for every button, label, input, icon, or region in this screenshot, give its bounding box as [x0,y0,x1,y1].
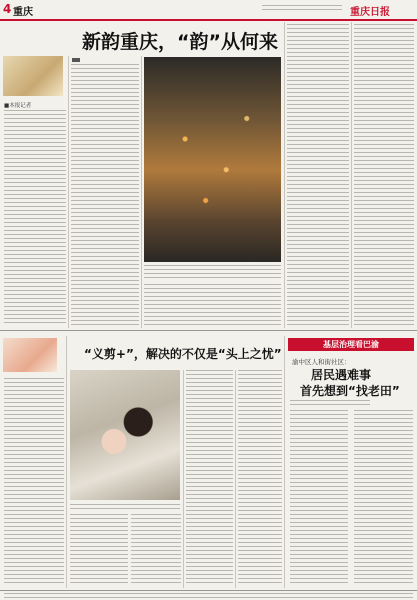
story-divider [0,330,417,331]
story2-photo-caption [70,504,180,510]
header-rule [0,19,417,21]
sidebar-text-col2 [354,410,413,586]
sidebar-kicker: 渝中区人和街社区： [292,358,351,366]
article-text-col5 [354,24,414,326]
column-emblem-2 [3,338,57,372]
story2-text-col1 [4,378,64,586]
photo-caption [144,265,281,279]
byline: ■本报记者 [4,103,32,109]
article-text-col3 [144,284,281,326]
second-story-headline: “义剪+”，解决的不仅是“头上之忧” [84,347,282,361]
story2-text-col2 [70,514,128,586]
column-emblem [3,56,63,96]
masthead-logo: 重庆日报 [350,7,390,18]
article-text-col1 [4,110,66,325]
lead-photo [144,57,281,262]
story2-photo [70,370,180,500]
sidebar-tag: 基层治理看巴渝 [323,340,379,349]
page-number: 4 [3,2,12,16]
sidebar-headline-1: 居民遇难事 [311,368,372,382]
article-text-col4 [287,24,349,326]
story2-text-col5 [238,370,282,586]
section-label: 重庆 [13,7,33,18]
footer-info [4,593,413,598]
sidebar-headline-2: 首先想到“找老田” [300,384,400,398]
sidebar-text-col1 [290,410,348,586]
sidebar-byline [290,400,370,405]
story2-text-col4 [186,370,233,586]
top-story-headline: 新韵重庆，“韵”从何来 [82,31,278,53]
article-text-col2 [71,64,139,326]
dateline [262,5,342,13]
subheading-1 [72,58,80,62]
story2-text-col3 [131,514,181,586]
page-header [0,0,417,20]
footer-rule [0,590,417,591]
